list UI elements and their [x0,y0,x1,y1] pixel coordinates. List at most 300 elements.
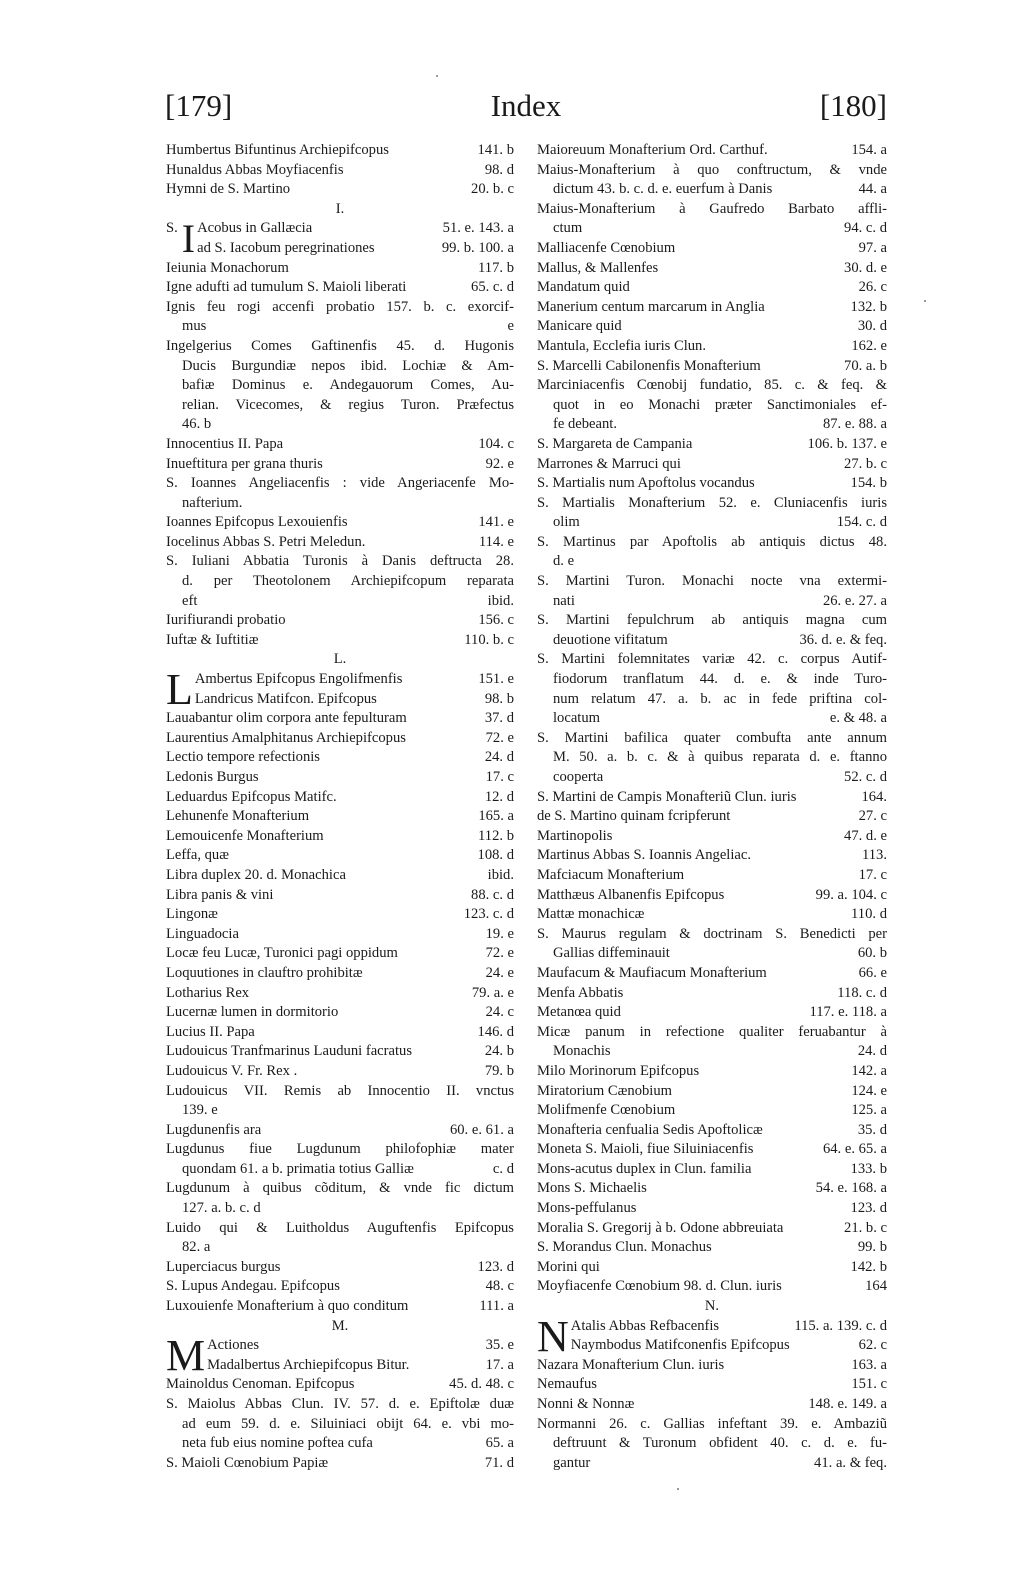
entry-reference: 54. e. 168. a [815,1180,887,1197]
entry-reference: 141. e [478,514,514,531]
index-entry [166,807,514,827]
entry-reference: 156. c [478,612,514,629]
entry-text: Marrones & Marruci qui [537,455,681,472]
entry-line [166,259,514,279]
entry-text: Metanœa quid [537,1004,621,1021]
entry-line [537,1101,887,1121]
entry-line [537,905,887,925]
entry-text: Mons-peffulanus [537,1200,637,1217]
entry-last-line [166,1199,514,1219]
entry-line [166,964,514,984]
entry-reference: 24. b [484,1043,514,1060]
entry-line: S. Iuliani Abbatia Turonis à Danis deftructa 28. [166,553,514,570]
entry-reference: 142. a [851,1062,887,1079]
entry-line: S. Ioannes Angeliacenfis : vide Angeriacenfe Mo- [166,475,514,492]
entry-reference: 24. e [485,964,514,981]
index-entry [537,650,887,728]
entry-line [166,827,514,847]
entry-last-line [537,513,887,533]
entry-text: Mattæ monachicæ [537,906,645,923]
index-entry [166,1140,514,1179]
entry-text: Monachis [553,1043,611,1060]
entry-line [207,1336,514,1356]
index-entry [166,1258,514,1278]
page-header [165,86,887,130]
index-entry [537,141,887,161]
index-entry [537,827,887,847]
entry-reference: 65. c. d [471,279,514,296]
left-page-number: [179] [165,88,233,123]
entry-text: Ludouicus V. Fr. Rex . [166,1062,298,1079]
index-entry [537,533,887,572]
index-entry [537,455,887,475]
entry-reference: 154. c. d [836,514,887,531]
entry-line: d. per Theotolonem Archiepifcopum reparata [182,573,514,590]
entry-line [166,513,514,533]
entry-reference: 72. e [485,729,514,746]
entry-reference: 41. a. & feq. [814,1454,887,1471]
index-entry [537,984,887,1004]
entry-reference: 79. b [484,1062,514,1079]
index-entry [537,1375,887,1395]
entry-line [166,866,514,886]
index-entry [166,533,514,553]
entry-reference: 125. a [851,1102,887,1119]
entry-line: S. Maiolus Abbas Clun. IV. 57. d. e. Epiftolæ duæ [166,1396,514,1412]
entry-text: Manicare quid [537,318,622,335]
entry-text: eft [182,592,198,609]
entry-line [195,670,514,690]
drop-cap-letter: M [166,1336,206,1376]
entry-line [537,807,887,827]
index-entry [537,788,887,808]
entry-line: ad eum 59. d. e. Siluiniaci obijt 64. e. vbi mo- [182,1415,514,1432]
entry-reference: 97. a [858,239,887,256]
index-entry [537,357,887,377]
entry-line: S. Martini folemnitates variæ 42. c. corpus Autif- [537,651,887,668]
entry-line [537,317,887,337]
entry-reference: 99. b. 100. a [441,239,514,256]
entry-line [537,278,887,298]
entry-text: quondam 61. a b. primatia totius Galliæ [182,1160,414,1177]
entry-line: quot in eo Monachi præter Sanctimoniales ef- [553,396,887,413]
entry-reference: 26. e. 27. a [822,592,887,609]
entry-line [537,827,887,847]
entry-reference: 141. b [477,142,514,158]
entry-prefix: S. [166,220,178,237]
entry-line [537,259,887,279]
dropcap-entries [166,1336,514,1375]
entry-reference: 110. d [851,906,887,923]
entry-text: 139. e [182,1102,218,1119]
entry-line [537,1082,887,1102]
index-entry [166,886,514,906]
entry-reference: 24. d [484,749,514,766]
entry-reference: 106. b. 137. e [807,435,887,452]
index-entry [537,1219,887,1239]
entry-reference: 98. b [484,690,514,707]
entry-last-line [166,592,514,612]
entry-line [537,1277,887,1297]
entry-text: Miratorium Cænobium [537,1082,672,1099]
entry-line [537,1160,887,1180]
paper-speck [436,75,438,77]
entry-line [166,1454,514,1474]
entry-reference: 117. e. 118. a [809,1004,887,1021]
index-entry [537,1121,887,1141]
entry-reference: ibid. [487,592,514,609]
entry-line [537,1375,887,1395]
entry-reference: c. d [492,1160,514,1177]
right-column [537,141,887,1473]
entry-text: S. Lupus Andegau. Epifcopus [166,1278,340,1295]
entry-line: Maius-Monafterium à quo conftructum, & vnde [537,161,887,178]
entry-text: ad S. Iacobum peregrinationes [197,239,375,256]
entry-text: Ludouicus Tranfmarinus Lauduni facratus [166,1043,413,1060]
entry-text: Maioreuum Monafterium Ord. Carthuf. [537,142,768,158]
entry-line: bafiæ Dominus e. Andegauorum Comes, Au- [182,377,514,394]
entry-text: neta fub eius nomine poftea cufa [182,1435,373,1452]
entry-line [166,631,514,651]
index-entry [166,1042,514,1062]
index-entry [537,1023,887,1062]
entry-text: Martinus Abbas S. Ioannis Angeliac. [537,847,752,864]
entry-text: Mafciacum Monafterium [537,866,685,883]
entry-reference: 132. b [850,298,887,315]
entry-reference: 44. a [858,181,887,198]
index-entry [537,729,887,788]
entry-last-line [537,1042,887,1062]
index-entry [166,278,514,298]
entry-line [537,435,887,455]
index-entry [166,1121,514,1141]
index-entry [166,1179,514,1218]
entry-reference: 71. d [484,1454,514,1471]
entry-line [537,1003,887,1023]
entry-reference: 151. e [478,671,514,688]
entry-reference: 94. c. d [844,220,887,237]
entry-last-line [537,944,887,964]
entry-line [537,1258,887,1278]
entry-reference: 30. d [857,318,887,335]
entry-line [537,239,887,259]
entry-line [537,886,887,906]
entry-text: Mandatum quid [537,279,630,296]
entry-reference: 52. c. d [844,769,887,785]
entry-text: 127. a. b. c. d [182,1200,261,1217]
entry-text: Loquutiones in clauftro prohibitæ [166,964,363,981]
index-entry [537,337,887,357]
entry-reference: 20. b. c [471,181,514,198]
index-entry [537,1179,887,1199]
entry-reference: 17. c [485,769,514,785]
entry-reference: 36. d. e. & feq. [799,631,887,648]
entry-text: Gallias diffeminauit [553,945,670,962]
entry-line [166,1277,514,1297]
entry-text: Lemouicenfe Monafterium [166,827,324,844]
entry-line [166,944,514,964]
entry-text: Molifmenfe Cœnobium [537,1102,676,1119]
entry-line [537,964,887,984]
entry-text: Malliacenfe Cœnobium [537,239,676,256]
index-entry [166,768,514,788]
entry-text: Laurentius Amalphitanus Archiepifcopus [166,729,406,746]
index-entry [166,474,514,513]
entry-line [537,1199,887,1219]
dropcap-lines [197,219,514,258]
index-entry [166,1003,514,1023]
index-entry [537,572,887,611]
entry-last-line [166,415,514,435]
entry-line [537,357,887,377]
entry-line [537,846,887,866]
index-entry [537,886,887,906]
entry-text: Iurifiurandi probatio [166,612,286,629]
entry-reference: 27. c [858,808,887,825]
entry-text: Mantula, Ecclefia iuris Clun. [537,337,706,354]
entry-reference: 60. e. 61. a [449,1121,514,1138]
dropcap-entries [537,1317,887,1356]
entry-line: relian. Vicecomes, & regius Turon. Præfectus [182,396,514,413]
entry-text: Moyfiacenfe Cœnobium 98. d. Clun. iuris [537,1278,782,1295]
entry-text: Nazara Monafterium Clun. iuris [537,1356,725,1373]
entry-reference: 123. c. d [463,906,514,923]
entry-line [166,846,514,866]
entry-text: 82. a [182,1239,211,1256]
index-entry [166,1219,514,1258]
entry-reference: 26. c [858,279,887,296]
index-entry [537,611,887,650]
entry-text: Moralia S. Gregorij à b. Odone abbreuiata [537,1219,784,1236]
entry-last-line [537,180,887,200]
entry-reference: 21. b. c [844,1219,887,1236]
entry-text: Maufacum & Maufiacum Monafterium [537,964,767,981]
entry-text: Innocentius II. Papa [166,435,284,452]
index-entry [537,435,887,455]
entry-text: Locæ feu Lucæ, Turonici pagi oppidum [166,945,398,962]
entry-last-line [166,1101,514,1121]
entry-reference: 64. e. 65. a [822,1141,887,1158]
entry-text: Mons S. Michaelis [537,1180,647,1197]
dropcap-lines [207,1336,514,1375]
entry-line: S. Martini fepulchrum ab antiquis magna cum [537,612,887,629]
entry-text: Milo Morinorum Epifcopus [537,1062,700,1079]
entry-reference: 108. d [477,847,514,864]
page-title: Index [490,88,562,123]
index-entry [166,513,514,533]
index-entry [537,1082,887,1102]
entry-reference: 165. a [478,808,514,825]
entry-text: Leffa, quæ [166,847,229,864]
entry-line [166,1375,514,1395]
entry-line: Maius-Monafterium à Gaufredo Barbato affli- [537,200,887,217]
entry-text: Inueftitura per grana thuris [166,455,323,472]
entry-reference: 51. e. 143. a [442,220,514,237]
entry-line [166,886,514,906]
entry-line: Ingelgerius Comes Gaftinenfis 45. d. Hugonis [166,337,514,354]
entry-reference: 99. b [857,1239,887,1256]
entry-reference: 123. d [850,1200,887,1217]
entry-text: Luperciacus burgus [166,1258,281,1275]
entry-line [537,788,887,808]
entry-line [166,455,514,475]
entry-reference: 151. c [851,1376,887,1393]
entry-reference: 72. e [485,945,514,962]
entry-reference: 79. a. e [471,984,514,1001]
entry-reference: e [507,318,514,335]
entry-text: Nonni & Nonnæ [537,1396,635,1412]
index-entry [166,435,514,455]
entry-text: Actiones [207,1337,260,1354]
entry-text: cooperta [553,769,604,785]
entry-text: Madalbertus Archiepifcopus Bitur. [207,1356,410,1373]
entry-reference: 62. c [858,1337,887,1354]
entry-line: S. Martialis Monafterium 52. e. Cluniacenfis iuris [537,494,887,511]
entry-reference: 60. b [857,945,887,962]
index-entry [166,631,514,651]
entry-line [571,1336,887,1356]
index-entry [166,748,514,768]
entry-text: Iuftæ & Iuftitiæ [166,631,259,648]
paper-speck [924,300,926,302]
index-entry [537,905,887,925]
entry-line: Lugdunum à quibus cõditum, & vnde fic dictum [166,1180,514,1197]
entry-text: Ioannes Epifcopus Lexouienfis [166,514,348,531]
entry-line [537,455,887,475]
entry-last-line [537,768,887,788]
entry-reference: 111. a [479,1298,514,1315]
entry-text: Ambertus Epifcopus Engolifmenfis [194,671,403,688]
entry-reference: 104. c [478,435,514,452]
entry-line: S. Maurus regulam & doctrinam S. Benedicti per [537,925,887,942]
entry-reference: 113. [862,847,887,864]
entry-last-line [166,1434,514,1454]
entry-text: gantur [553,1454,591,1471]
entry-reference: e. & 48. a [829,710,887,727]
entry-reference: 112. b [478,827,514,844]
entry-reference: 98. d [484,161,514,178]
entry-line [166,1023,514,1043]
index-entry [166,944,514,964]
entry-reference: 48. c [485,1278,514,1295]
entry-reference: 164. [861,788,887,805]
entry-line [195,690,514,710]
entry-last-line [537,219,887,239]
entry-reference: 19. e [485,925,514,942]
entry-text: Mons-acutus duplex in Clun. familia [537,1160,752,1177]
entry-reference: 118. c. d [837,984,887,1001]
section-heading: M. [331,1317,349,1334]
entry-text: olim [553,514,580,531]
entry-line: Micæ panum in refectione qualiter feruabantur à [537,1023,887,1040]
entry-text: S. Martialis num Apoftolus vocandus [537,475,755,492]
entry-text: Naymbodus Matifconenfis Epifcopus [570,1337,790,1354]
index-entry [537,1258,887,1278]
entry-text: Lucernæ lumen in dormitorio [166,1004,339,1021]
entry-text: S. Marcelli Cabilonenfis Monafterium [537,357,761,374]
entry-reference: 66. e [858,964,887,981]
index-entry [537,317,887,337]
entry-line [166,278,514,298]
index-entry [166,925,514,945]
entry-text: dictum 43. b. c. d. e. euerfum à Danis [553,181,773,198]
entry-line [537,474,887,494]
drop-cap-letter: I [181,219,196,259]
index-entry [166,161,514,181]
entry-line [166,729,514,749]
drop-cap-letter: L [166,670,193,710]
entry-line [166,161,514,181]
entry-text: Linguadocia [166,925,239,942]
index-entry [537,1395,887,1415]
entry-line [197,239,514,259]
entry-reference: 154. a [851,142,887,158]
entry-reference: 24. d [857,1043,887,1060]
index-entry [537,1277,887,1297]
entry-line: Ignis feu rogi accenfi probatio 157. b. c. exorcif- [166,298,514,315]
entry-text: Igne adufti ad tumulum S. Maioli liberati [166,279,407,296]
entry-line [166,925,514,945]
entry-text: Ledonis Burgus [166,769,259,785]
entry-text: S. Maioli Cœnobium Papiæ [166,1454,329,1471]
entry-line [166,1042,514,1062]
entry-text: Landricus Matifcon. Epifcopus [194,690,377,707]
entry-text: nati [553,592,575,609]
entry-line [537,1395,887,1415]
entry-text: de S. Martino quinam fcripferunt [537,808,731,825]
entry-reference: 65. a [485,1435,514,1452]
entry-reference: 35. e [485,1337,514,1354]
index-entry [537,925,887,964]
index-entry [166,846,514,866]
dropcap-entries [166,219,514,258]
entry-line: M. 50. a. b. c. & à quibus reparata d. e. ftanno [553,749,887,766]
index-entry [537,200,887,239]
entry-text: Mallus, & Mallenfes [537,259,659,276]
entry-text: Atalis Abbas Refbacenfis [570,1317,720,1334]
entry-text: Martinopolis [537,827,613,844]
index-entry [166,455,514,475]
index-entry [166,337,514,435]
index-entry [537,298,887,318]
entry-text: Hymni de S. Martino [166,181,291,198]
entry-line [537,1356,887,1376]
entry-line [166,768,514,788]
entry-line [197,219,514,239]
index-entry [537,964,887,984]
entry-reference: 70. a. b [844,357,887,374]
index-entry [166,611,514,631]
index-entry [166,1277,514,1297]
entry-reference: 110. b. c [464,631,514,648]
entry-reference: 27. b. c [844,455,887,472]
entry-reference: 37. d [484,710,514,727]
entry-text: locatum [553,710,601,727]
index-entry [166,905,514,925]
entry-reference: 162. e [851,337,887,354]
drop-cap-letter: N [537,1316,569,1356]
entry-line: Ducis Burgundiæ nepos ibid. Lochiæ & Am- [182,357,514,374]
entry-text: Morini qui [537,1258,600,1275]
index-entry [166,1375,514,1395]
entry-last-line [166,1238,514,1258]
entry-line [537,1238,887,1258]
entry-reference: 124. e [851,1082,887,1099]
index-entry [537,1199,887,1219]
entry-line [537,1219,887,1239]
entry-line: deftruunt & Turonum obfident 40. c. d. e. fu- [553,1435,887,1452]
index-entry [537,1140,887,1160]
